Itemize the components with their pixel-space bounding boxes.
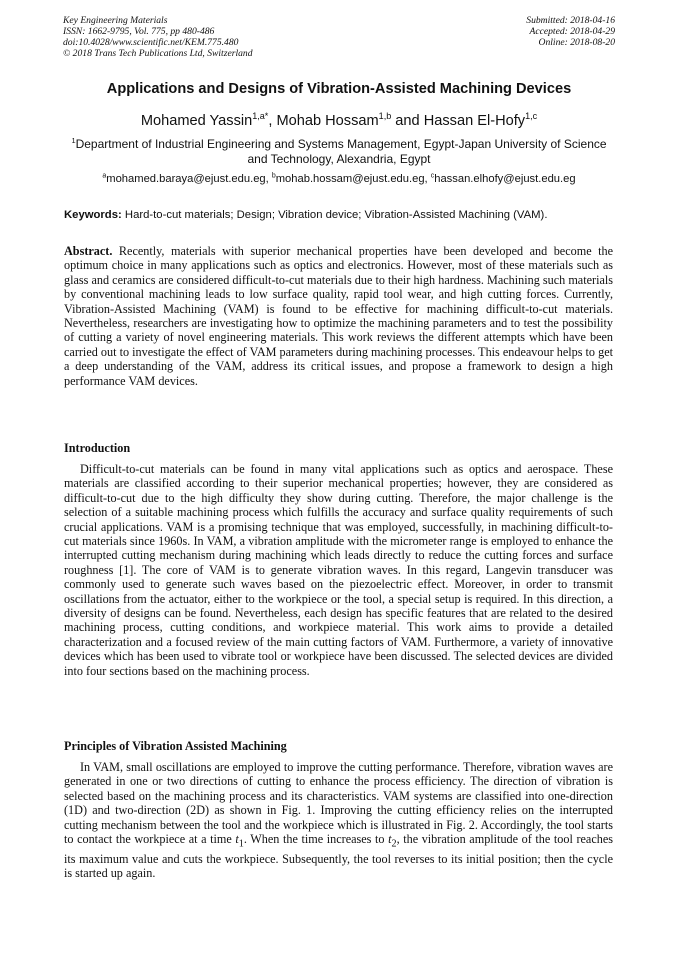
author-separator: and bbox=[391, 113, 424, 129]
author-separator: , bbox=[268, 113, 277, 129]
author-name: Hassan El-Hofy bbox=[423, 113, 526, 129]
journal-doi[interactable]: doi:10.4028/www.scientific.net/KEM.775.480 bbox=[63, 37, 239, 48]
keywords bbox=[64, 209, 628, 221]
online-date: Online: 2018-08-20 bbox=[538, 37, 615, 48]
paper-title: Applications and Designs of Vibration-Assisted Machining Devices bbox=[106, 81, 572, 97]
principles-text: In VAM, small oscillations are employed to improve the cutting performance. Therefore, vibration waves are generated in one or two directions of cutting to enhance the process efficiency. The direction of vibration is selected based on the machining process and its characteristics. VAM systems are classified into one-direction (1D) and two-direction (2D) as shown in Fig. 1. Improving the cutting efficiency relies on the interrupted cutting mechanism between the tool and the workpiece which is illustrated in Fig. 2. Accordingly, the tool starts to contact the workpiece at a time bbox=[64, 760, 613, 847]
email-address[interactable]: hassan.elhofy@ejust.edu.eg bbox=[434, 173, 576, 185]
email-marker: c bbox=[430, 172, 435, 180]
affiliation-marker: 1 bbox=[71, 136, 76, 145]
submitted-date: Submitted: 2018-04-16 bbox=[526, 15, 615, 26]
email-marker: b bbox=[271, 172, 276, 180]
author-list bbox=[40, 113, 638, 129]
author-name: Mohab Hossam bbox=[276, 113, 379, 129]
publication-dates bbox=[526, 15, 615, 48]
author-affiliation-marker: 1,a* bbox=[252, 111, 269, 122]
author-name: Mohamed Yassin bbox=[140, 113, 253, 129]
journal-issn: ISSN: 1662-9795, Vol. 775, pp 480-486 bbox=[63, 26, 215, 37]
abstract bbox=[64, 244, 613, 388]
journal-name: Key Engineering Materials bbox=[63, 15, 168, 26]
email-address[interactable]: mohab.hossam@ejust.edu.eg bbox=[275, 173, 425, 185]
journal-copyright: © 2018 Trans Tech Publications Ltd, Switzerland bbox=[63, 48, 253, 59]
author-affiliation-marker: 1,b bbox=[378, 111, 392, 122]
email-separator: , bbox=[424, 173, 431, 185]
affiliation bbox=[70, 137, 608, 166]
email-marker: a bbox=[102, 172, 107, 180]
journal-info bbox=[63, 15, 253, 59]
principles-heading: Principles of Vibration Assisted Machining bbox=[64, 739, 287, 753]
accepted-date: Accepted: 2018-04-29 bbox=[529, 26, 615, 37]
affiliation-text: Department of Industrial Engineering and Systems Management, Egypt-Japan University of Science and Technology, Alexandria, Egypt bbox=[75, 137, 607, 166]
time-variable: t bbox=[235, 832, 239, 847]
principles-paragraph bbox=[64, 760, 613, 881]
keywords-label: Keywords: bbox=[64, 209, 122, 221]
principles-text: , the vibration amplitude of the tool reaches its maximum value and cuts the workpiece. Subsequently, the tool reverses to its initial position; then the cycle is started up again. bbox=[64, 832, 613, 881]
abstract-label: Abstract. bbox=[64, 244, 113, 258]
email-address[interactable]: mohamed.baraya@ejust.edu.eg bbox=[106, 173, 266, 185]
principles-text: . When the time increases to bbox=[243, 832, 389, 847]
time-variable: t bbox=[388, 832, 392, 847]
author-emails bbox=[40, 173, 638, 185]
time-subscript: 2 bbox=[391, 838, 397, 850]
time-subscript: 1 bbox=[238, 838, 244, 850]
keywords-text: Hard-to-cut materials; Design; Vibration device; Vibration-Assisted Machining (VAM). bbox=[121, 209, 548, 221]
introduction-paragraph: Difficult-to-cut materials can be found in many vital applications such as optics and aerospace. These materials are classified according to their superior mechanical properties; however, they are considered as difficult-to-cut due to the high difficulty they show during cutting. Therefore, the major challenge is the selection of a suitable machining process which fulfills the accuracy and surface quality requirements of such crucial applications. VAM is a promising technique that was employed, successfully, in machining difficult-to-cut materials since 1960s. In VAM, a vibration amplitude with the micrometer range is employed to enhance the interrupted cutting mechanism during machining which leads directly to reduce the cutting forces and surface roughness [1]. The core of VAM is to generate vibration waves. In this regard, Langevin transducer was commonly used to generate such waves based on the piezoelectric effect. Moreover, in order to transmit oscillations from the actuator, either to the workpiece or the tool, a special setup is required. In this direction, a diversity of designs can be found. Nevertheless, each design has specific features that are related to the desired machining process, cutting conditions, and workpiece material. This work aims to provide a detailed characterization and a focused review of the main cutting factors of VAM. Furthermore, a variety of innovative devices which has been used to vibrate tool or workpiece have been discussed. The selected devices are divided into four sections based on the machining process. bbox=[64, 462, 613, 678]
email-separator: , bbox=[265, 173, 272, 185]
introduction-heading: Introduction bbox=[64, 441, 131, 455]
abstract-text: Recently, materials with superior mechanical properties have been developed and become the optimum choice in many applications such as optics and electronics. However, most of these materials such as glass and ceramics are considered difficult-to-cut materials due to their high hardness. Machining such materials by conventional machining leads to low surface quality, rapid tool wear, and high cutting forces. Currently, Vibration-Assisted Machining (VAM) is found to be effective for machining difficult-to-cut materials. Nevertheless, researchers are investigating how to optimize the machining parameters and to test the possibility of cutting a variety of novel engineering materials. This work reviews the different attempts which have been carried out to investigate the effect of VAM parameters during machining processes. This endeavour helps to get a deep understanding of the VAM, address its critical issues, and propose a framework to design a high performance VAM devices. bbox=[64, 244, 613, 388]
author-affiliation-marker: 1,c bbox=[525, 111, 538, 122]
